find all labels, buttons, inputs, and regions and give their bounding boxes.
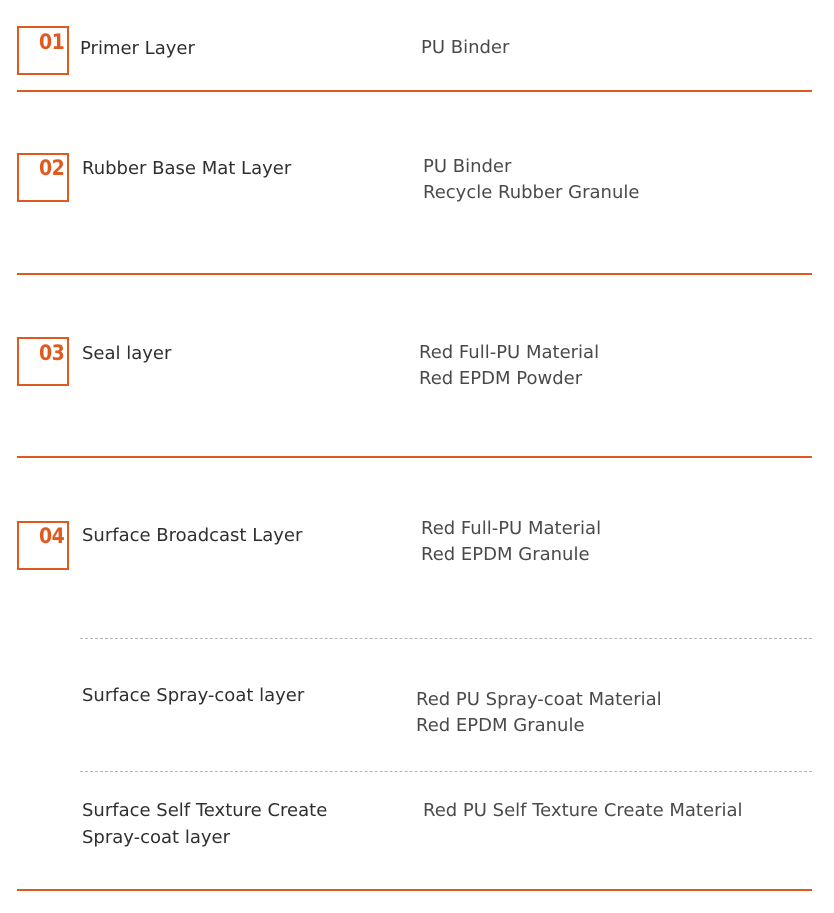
- material-item: Red EPDM Granule: [421, 544, 590, 565]
- section-divider: [17, 273, 812, 275]
- sublayer-divider: [80, 771, 812, 772]
- sublayer-materials: [416, 687, 662, 739]
- material-item: Red PU Self Texture Create Material: [423, 800, 743, 821]
- material-item: PU Binder: [423, 156, 512, 177]
- sublayer-divider: [80, 638, 812, 639]
- layer-materials: [421, 35, 509, 61]
- layer-materials: [423, 154, 639, 206]
- material-item: Red PU Spray-coat Material: [416, 689, 662, 710]
- material-item: Red EPDM Powder: [419, 368, 583, 389]
- material-item: PU Binder: [421, 37, 510, 58]
- section-divider: [17, 456, 812, 458]
- layer-materials: [419, 340, 599, 392]
- layer-name: Surface Broadcast Layer: [82, 525, 303, 546]
- sublayer-materials: [423, 798, 743, 824]
- sublayer-name: [82, 797, 327, 851]
- material-item: Red Full-PU Material: [421, 518, 602, 539]
- layer-name: Rubber Base Mat Layer: [82, 158, 292, 179]
- sublayer-name-line: Spray-coat layer: [82, 827, 230, 848]
- layer-number: 04: [39, 524, 65, 548]
- layer-name: Primer Layer: [80, 38, 195, 59]
- layer-number: 01: [39, 30, 65, 54]
- material-item: Recycle Rubber Granule: [423, 182, 640, 203]
- sublayer-name-line: Surface Self Texture Create: [82, 800, 328, 821]
- material-item: Red Full-PU Material: [419, 342, 600, 363]
- material-item: Red EPDM Granule: [416, 715, 585, 736]
- section-divider: [17, 889, 812, 891]
- layer-number: 02: [39, 156, 65, 180]
- sublayer-name: Surface Spray-coat layer: [82, 685, 305, 706]
- layer-number: 03: [39, 341, 65, 365]
- section-divider: [17, 90, 812, 92]
- layer-name: Seal layer: [82, 343, 172, 364]
- layer-materials: [421, 516, 601, 568]
